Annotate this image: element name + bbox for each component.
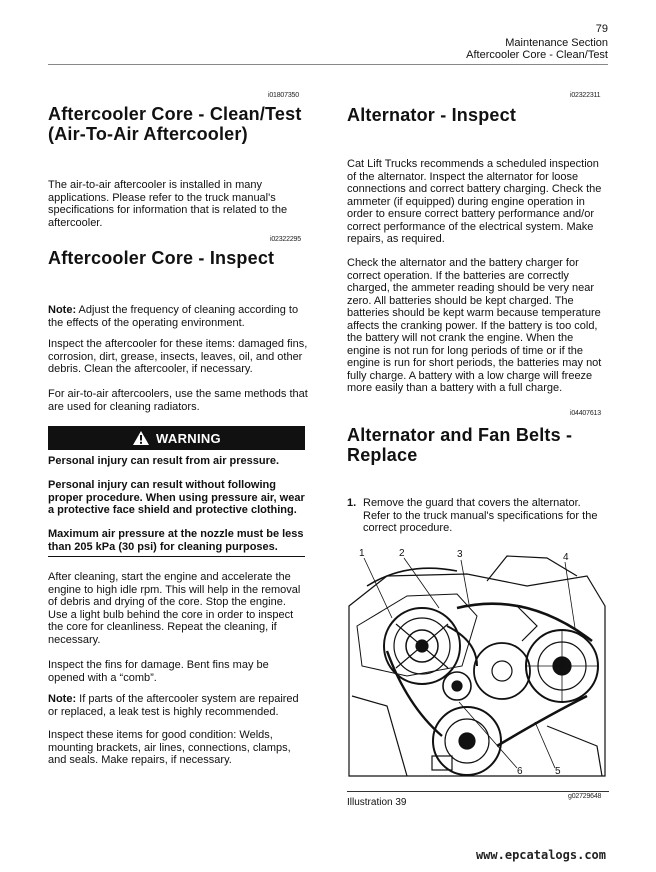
callout-4: 4 xyxy=(563,552,569,563)
topic-name: Aftercooler Core - Clean/Test xyxy=(466,49,608,61)
heading-alternator-inspect: Alternator - Inspect xyxy=(347,105,517,125)
callout-6: 6 xyxy=(517,766,523,777)
heading-belts-replace: Alternator and Fan Belts - Replace xyxy=(347,425,573,465)
note-frequency: Note: Adjust the frequency of cleaning according to the effects of the operating environment. xyxy=(48,304,299,329)
illustration-rule xyxy=(347,791,609,792)
paragraph-battery-charging: Check the alternator and the battery charger for correct operation. If the batteries are correctly charged, the ammeter reading should be very near zero. All batteries should be kept charged. The batteries should be kept warm because temperature affects the cranking power. If the battery is too cold, the battery will not crank the engine. When the engine is not run for long periods of time or if the engine is run for short periods, the batteries may not fully charge. A battery with a low charge will freeze more easily than a battery with a full charge. xyxy=(347,257,602,394)
paragraph-aftercooler-intro: The air-to-air aftercooler is installed in many applications. Please refer to the truck manual's specifications for information that is related to the aftercooler. xyxy=(48,179,288,229)
ref-id-alternator-inspect: i02322311 xyxy=(570,92,601,99)
step-1 xyxy=(347,497,609,535)
warning-banner xyxy=(48,426,305,450)
paragraph-alternator-inspection: Cat Lift Trucks recommends a scheduled inspection of the alternator. Inspect the alternator for loose connections and correct battery charging. Check the ammeter (if equipped) during engine operation in order to ensure correct battery performance and/or correct performance of the electrical system. Make repairs, as required. xyxy=(347,158,602,245)
ref-id-aftercooler-clean: i01807350 xyxy=(268,92,299,99)
illustration-ref-id: g02729648 xyxy=(568,793,602,800)
warning-text-max-pressure: Maximum air pressure at the nozzle must be less than 205 kPa (30 psi) for cleaning purposes. xyxy=(48,528,304,553)
section-name: Maintenance Section xyxy=(505,37,608,49)
paragraph-radiator-methods: For air-to-air aftercoolers, use the same methods that are used for cleaning radiators. xyxy=(48,388,308,413)
paragraph-after-cleaning: After cleaning, start the engine and accelerate the engine to high idle rpm. This will help in the removal of debris and drying of the core. Stop the engine. Use a light bulb behind the core in order to inspect the core for cleanliness. Repeat the cleaning, if necessary. xyxy=(48,571,301,646)
ref-id-belts-replace: i04407613 xyxy=(570,410,601,417)
heading-aftercooler-inspect: Aftercooler Core - Inspect xyxy=(48,248,275,268)
warning-label: WARNING xyxy=(156,430,221,446)
footer-watermark-url[interactable]: www.epcatalogs.com xyxy=(475,848,606,862)
warning-text-pressure: Personal injury can result from air pressure. xyxy=(48,455,280,467)
step-text: Remove the guard that covers the alternator. Refer to the truck manual's specifications for the correct procedure. xyxy=(363,497,598,534)
paragraph-inspect-fins: Inspect the fins for damage. Bent fins may be opened with a “comb”. xyxy=(48,659,269,684)
paragraph-inspect-items: Inspect the aftercooler for these items: damaged fins, corrosion, dirt, grease, insects, leaves, oil, and other debris. Clean the aftercooler, if necessary. xyxy=(48,338,308,375)
page-number: 79 xyxy=(595,23,608,35)
illustration-label: Illustration 39 xyxy=(347,797,407,808)
paragraph-good-condition: Inspect these items for good condition: Welds, mounting brackets, air lines, connections, clamps, and seals. Make repairs, if necessary. xyxy=(48,729,291,766)
callout-3: 3 xyxy=(457,549,463,560)
heading-aftercooler-clean: Aftercooler Core - Clean/Test (Air-To-Air Aftercooler) xyxy=(48,104,302,144)
ref-id-aftercooler-inspect: i02322295 xyxy=(270,236,301,243)
warning-bottom-rule xyxy=(48,556,305,557)
illustration-engine-belts xyxy=(347,546,609,786)
callout-1: 1 xyxy=(359,548,365,559)
warning-icon xyxy=(132,430,150,446)
warning-text-procedure: Personal injury can result without following proper procedure. When using pressure air, wear a protective face shield and protective clothing. xyxy=(48,479,305,516)
header-rule xyxy=(48,64,608,65)
note-leak-test: Note: If parts of the aftercooler system are repaired or replaced, a leak test is highly recommended. xyxy=(48,693,299,718)
step-number: 1. xyxy=(347,497,357,509)
callout-5: 5 xyxy=(555,766,561,777)
callout-2: 2 xyxy=(399,548,405,559)
engine-belt-drawing xyxy=(347,546,609,786)
